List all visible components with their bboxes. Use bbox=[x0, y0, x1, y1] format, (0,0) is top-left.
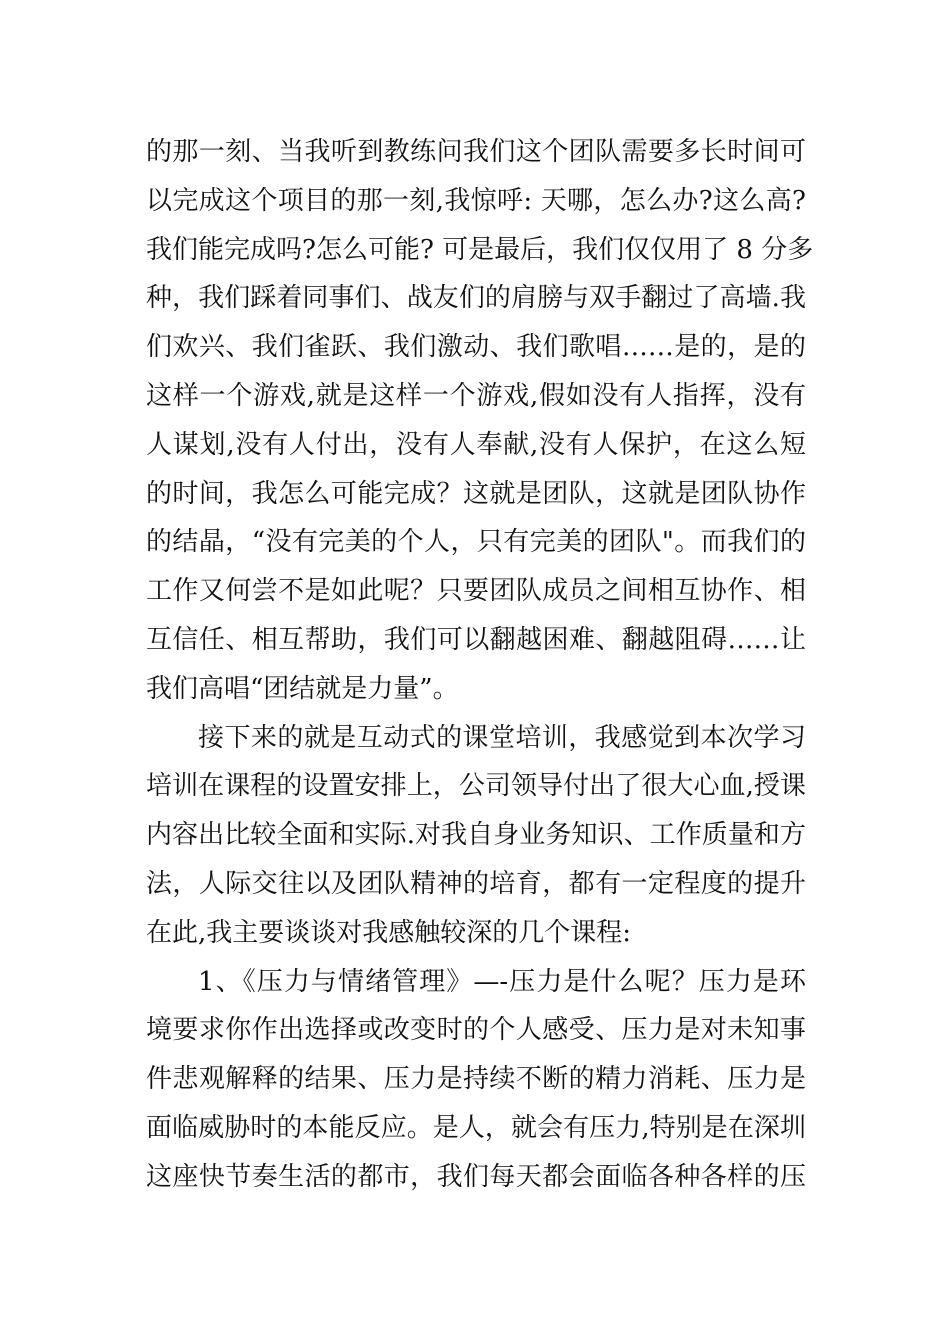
text-line: 种，我们踩着同事们、战友们的肩膀与双手翻过了高墙.我 bbox=[146, 283, 806, 314]
text-line: 的结晶，“没有完美的个人，只有完美的团队"。而我们的 bbox=[146, 527, 806, 558]
text-line: 境要求你作出选择或改变时的个人感受、压力是对未知事 bbox=[146, 1015, 806, 1046]
text-line: 人谋划,没有人付出，没有人奉献,没有人保护，在这么短 bbox=[146, 429, 806, 460]
text-line: 内容出比较全面和实际.对我自身业务知识、工作质量和方 bbox=[146, 820, 806, 851]
document-body bbox=[146, 128, 814, 1202]
paragraph-start-line: 1、《压力与情绪管理》—-压力是什么呢？压力是环 bbox=[198, 966, 806, 997]
text-line: 这样一个游戏,就是这样一个游戏,假如没有人指挥，没有 bbox=[146, 380, 806, 411]
paragraph-start-line: 接下来的就是互动式的课堂培训，我感觉到本次学习 bbox=[198, 722, 806, 753]
text-line: 件悲观解释的结果、压力是持续不断的精力消耗、压力是 bbox=[146, 1064, 806, 1095]
text-line: 面临威胁时的本能反应。是人，就会有压力,特别是在深圳 bbox=[146, 1112, 806, 1143]
paragraph-end-line: 我们高唱“团结就是力量”。 bbox=[146, 673, 459, 704]
text-line: 我们能完成吗?怎么可能? 可是最后，我们仅仅用了 8 分多 bbox=[146, 234, 814, 265]
paragraph-end-line: 在此,我主要谈谈对我感触较深的几个课程: bbox=[146, 917, 632, 948]
text-line: 这座快节奏生活的都市，我们每天都会面临各种各样的压 bbox=[146, 1161, 806, 1192]
text-line: 的时间，我怎么可能完成？这就是团队，这就是团队协作 bbox=[146, 478, 806, 509]
text-line: 法，人际交往以及团队精神的培育，都有一定程度的提升 bbox=[146, 868, 806, 899]
text-line: 互信任、相互帮助，我们可以翻越困难、翻越阻碍……让 bbox=[146, 624, 806, 655]
text-line: 们欢兴、我们雀跃、我们激动、我们歌唱……是的，是的 bbox=[146, 332, 806, 363]
text-line: 以完成这个项目的那一刻,我惊呼: 天哪，怎么办?这么高? bbox=[146, 185, 806, 216]
text-line: 工作又何尝不是如此呢？只要团队成员之间相互协作、相 bbox=[146, 576, 806, 607]
text-line: 培训在课程的设置安排上，公司领导付出了很大心血,授课 bbox=[146, 771, 806, 802]
text-line: 的那一刻、当我听到教练问我们这个团队需要多长时间可 bbox=[146, 137, 806, 167]
